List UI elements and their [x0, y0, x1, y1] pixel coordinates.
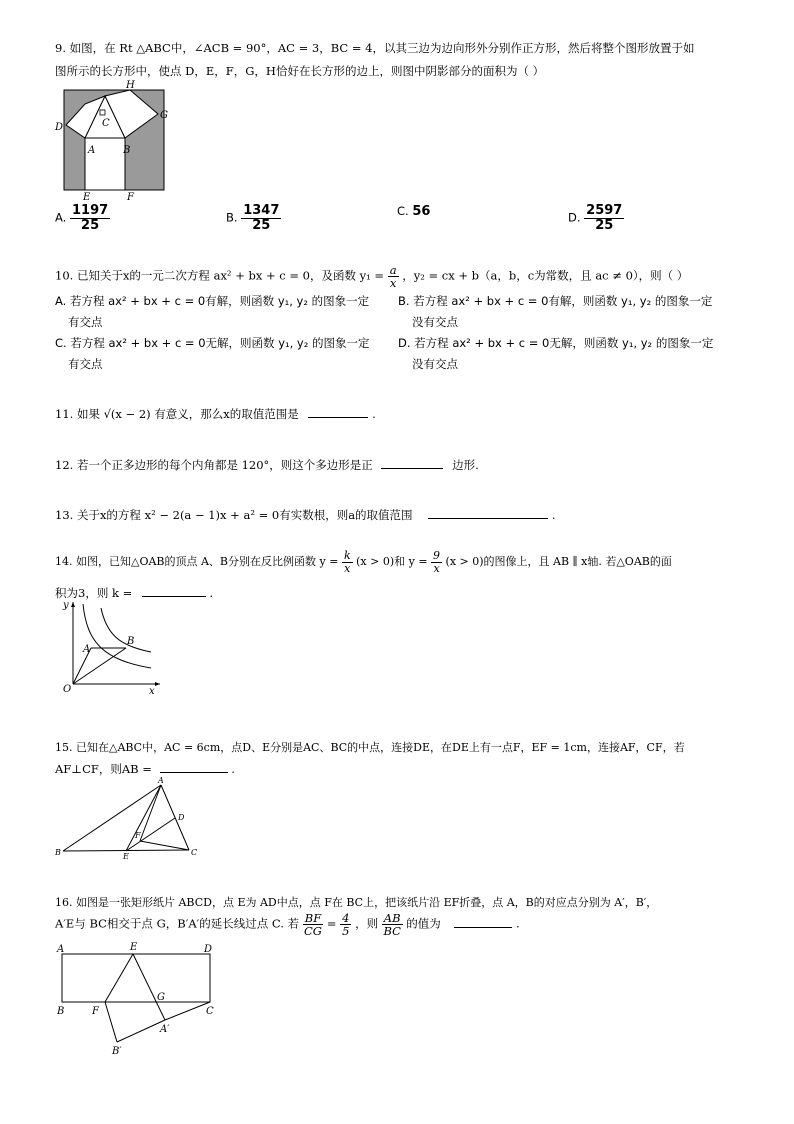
- q9-label-F: F: [127, 192, 134, 203]
- q15-stem-line1: 15. 已知在△ABC中，AC = 6cm，点D、E分别是AC、BC的中点，连接DE，在DE上有一点F，EF = 1cm，连接AF，CF，若: [55, 741, 685, 754]
- q11: 11. 如果 √(x − 2) 有意义，那么x的取值范围是 .: [55, 407, 376, 421]
- q16-label-E: E: [130, 942, 138, 953]
- q9-label-B: B: [123, 145, 131, 156]
- q15-label-B: B: [55, 848, 61, 857]
- q16-label-F: F: [92, 1006, 99, 1017]
- q16-label-B-prime: B′: [112, 1046, 122, 1057]
- q14-label-A: A: [83, 644, 91, 655]
- q10-option-d-line1[interactable]: D. 若方程 ax² + bx + c = 0无解，则函数 y₁, y₂ 的图象一定: [398, 336, 714, 350]
- q14-label-O: O: [63, 684, 72, 695]
- q9-option-a[interactable]: A. $\frac{1197}{25}$: [55, 203, 109, 233]
- q10-option-b-line2: 没有交点: [412, 315, 458, 329]
- q9-label-D: D: [55, 122, 64, 133]
- q9-option-b[interactable]: B. $\frac{1347}{25}$: [226, 203, 280, 233]
- q9-option-d[interactable]: D. $\frac{2597}{25}$: [568, 203, 623, 233]
- q13: 13. 关于x的方程 x² − 2(a − 1)x + a² = 0有实数根，则a的取值范围 .: [55, 508, 556, 522]
- q16-stem-line1: 16. 如图是一张矩形纸片 ABCD，点 E为 AD中点，点 F在 BC上，把该纸片沿 EF折叠，点 A，B的对应点分别为 A′，B′，: [55, 896, 658, 909]
- q9-stem-line1: 9. 如图，在 Rt △ABC中，∠ACB = 90°，AC = 3，BC = 4，以其三边为边向形外分别作正方形，然后将整个图形放置于如: [55, 41, 695, 55]
- q16-label-G: G: [157, 992, 165, 1003]
- q15-label-C: C: [191, 848, 198, 857]
- q16-label-C: C: [206, 1006, 214, 1017]
- q10-option-b-line1[interactable]: B. 若方程 ax² + bx + c = 0有解，则函数 y₁, y₂ 的图象一定: [398, 294, 713, 308]
- q9-stem-line2: 图所示的长方形中，使点 D，E，F，G，H恰好在长方形的边上，则图中阴影部分的面积为（ ）: [55, 64, 545, 78]
- q14-label-y: y: [63, 600, 69, 611]
- q14-figure: [55, 596, 165, 696]
- q14-stem-line1: 14. 如图，已知△OAB的顶点 A、B分别在反比例函数 y = $\frac{k}{x}$ (x > 0)和 y = $\frac{9}{x}$ (x > 0)的图像上，且 AB ∥ x轴. 若△OAB的面: [55, 549, 672, 575]
- q9-label-C: C: [102, 118, 110, 129]
- q14-stem-line2: 积为3，则 k = .: [55, 586, 214, 600]
- q15-stem-line2: AF⊥CF，则AB = .: [55, 762, 235, 776]
- q15-figure: [55, 775, 205, 865]
- q9-figure: [52, 78, 177, 206]
- q10-option-a-line1[interactable]: A. 若方程 ax² + bx + c = 0有解，则函数 y₁, y₂ 的图象一定: [55, 294, 370, 308]
- q11-answer-blank[interactable]: [308, 405, 368, 418]
- q9-label-G: G: [160, 110, 168, 121]
- q15-label-D: D: [178, 813, 185, 822]
- q10-option-a-line2: 有交点: [68, 315, 103, 329]
- q10-option-c-line2: 有交点: [68, 357, 103, 371]
- q12-answer-blank[interactable]: [381, 456, 443, 469]
- q16-label-A: A: [57, 944, 65, 955]
- q13-answer-blank[interactable]: [428, 506, 548, 519]
- q12: 12. 若一个正多边形的每个内角都是 120°，则这个多边形是正 边形.: [55, 458, 479, 472]
- q9-label-H: H: [126, 80, 135, 91]
- q15-label-E: E: [123, 852, 129, 861]
- q10-option-c-line1[interactable]: C. 若方程 ax² + bx + c = 0无解，则函数 y₁, y₂ 的图象一定: [55, 336, 370, 350]
- q16-figure: [52, 938, 222, 1063]
- q14-label-x: x: [149, 686, 155, 696]
- q9-option-c[interactable]: C. 56: [397, 204, 431, 219]
- q15-answer-blank[interactable]: [160, 760, 228, 773]
- q16-stem-line2: A′E与 BC相交于点 G，B′A′的延长线过点 C. 若 $\frac{BF}{CG}$ = $\frac{4}{5}$ ，则 $\frac{AB}{BC}$ 的值为 .: [55, 911, 520, 939]
- q15-label-F: F: [135, 831, 141, 840]
- q9-label-A: A: [88, 145, 96, 156]
- q16-label-D: D: [204, 944, 213, 955]
- q10-stem: 10. 已知关于x的一元二次方程 ax² + bx + c = 0，及函数 y₁ = $\frac{a}{x}$ ，y₂ = cx + b（a，b，c为常数，且 ac ≠ 0），则（ ）: [55, 263, 689, 291]
- q16-label-B: B: [57, 1006, 65, 1017]
- q9-label-E: E: [83, 192, 91, 203]
- q16-answer-blank[interactable]: [454, 915, 512, 928]
- q14-label-B: B: [127, 636, 135, 647]
- q15-label-A: A: [158, 776, 164, 785]
- q16-label-A-prime: A′: [160, 1024, 170, 1035]
- q10-option-d-line2: 没有交点: [412, 357, 458, 371]
